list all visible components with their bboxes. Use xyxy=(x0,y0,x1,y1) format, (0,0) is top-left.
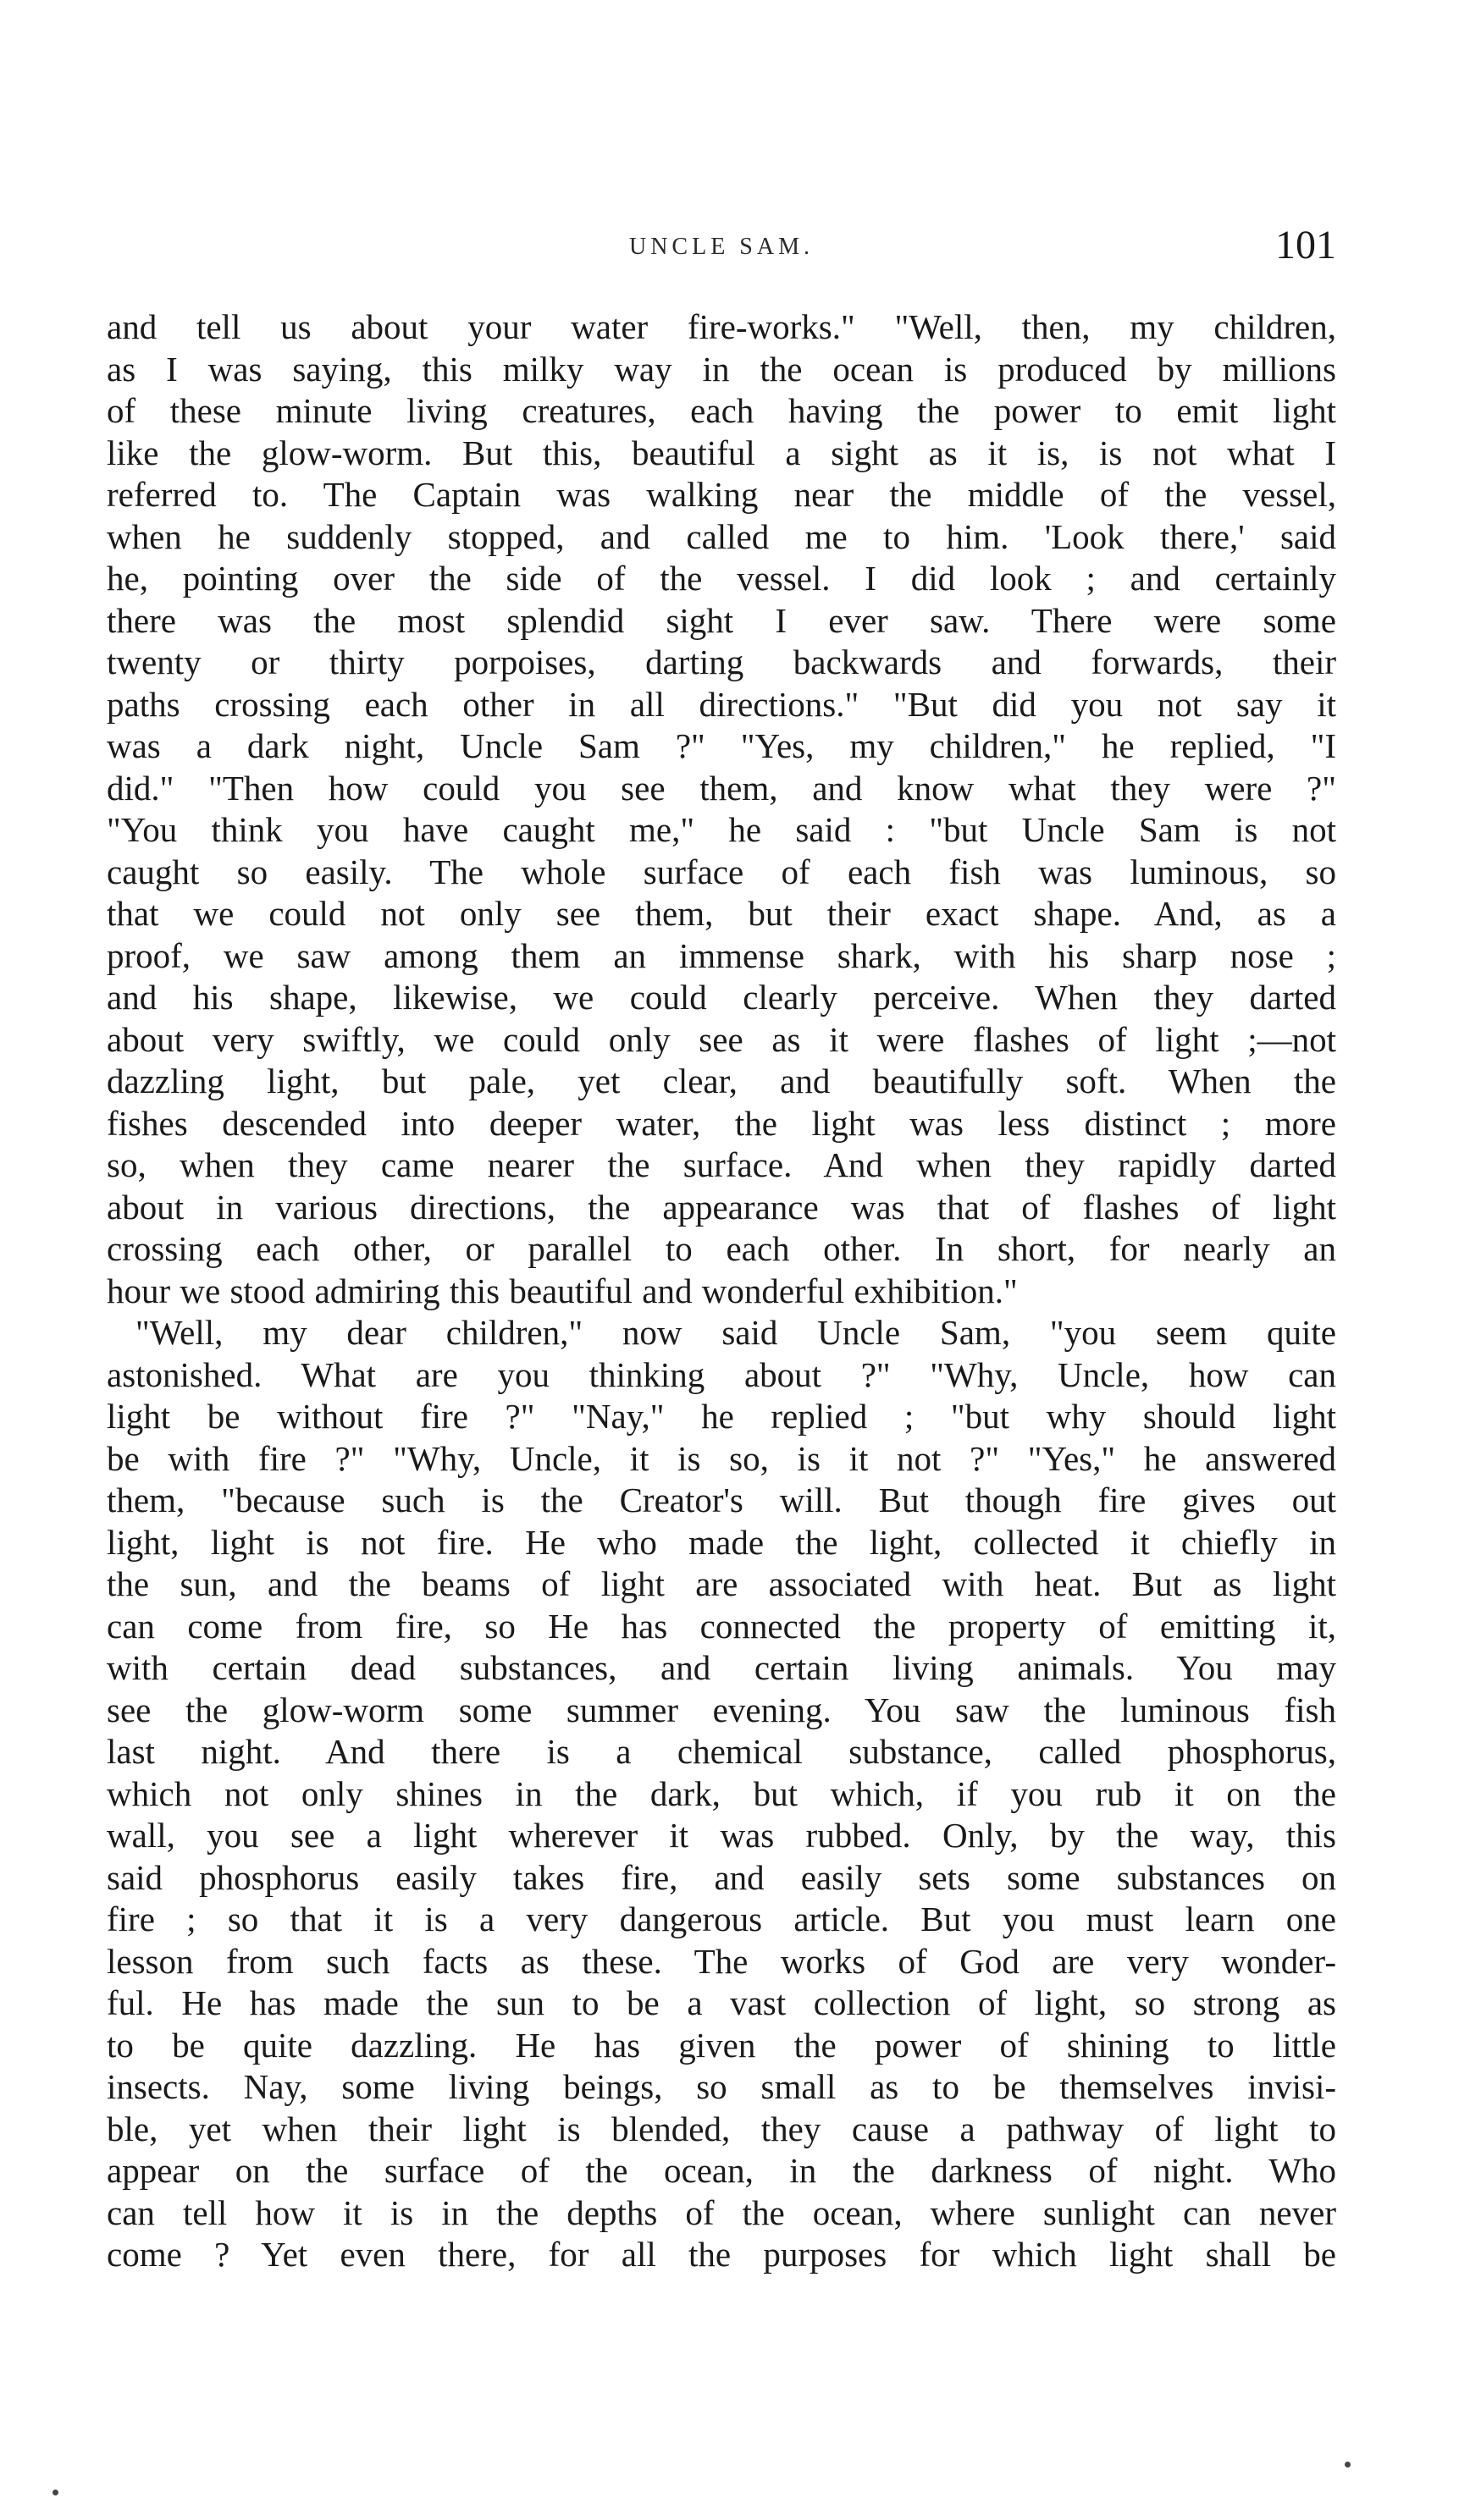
text-line: he, pointing over the side of the vessel. I did look ; and certainly xyxy=(107,559,1336,598)
text-line: "You think you have caught me," he said : "but Uncle Sam is not xyxy=(107,810,1336,849)
text-line: see the glow-worm some summer evening. You saw the luminous fish xyxy=(107,1690,1336,1729)
text-line: said phosphorus easily takes fire, and easily sets some substances on xyxy=(107,1857,1336,1897)
text-line: paths crossing each other in all directions." "But did you not say it xyxy=(107,684,1336,724)
text-line: wall, you see a light wherever it was rubbed. Only, by the way, this xyxy=(107,1816,1336,1855)
body-text xyxy=(107,306,1336,2276)
text-line: can tell how it is in the depths of the ocean, where sunlight can never xyxy=(107,2192,1336,2232)
paragraph-start-line: "Well, my dear children," now said Uncle Sam, "you seem quite xyxy=(135,1313,1336,1352)
text-line: fishes descended into deeper water, the light was less distinct ; more xyxy=(107,1103,1336,1143)
text-line: with certain dead substances, and certain living animals. You may xyxy=(107,1648,1336,1687)
running-head xyxy=(107,222,1336,273)
text-line: to be quite dazzling. He has given the power of shining to little xyxy=(107,2025,1336,2065)
text-line: fire ; so that it is a very dangerous article. But you must learn one xyxy=(107,1900,1336,1938)
text-line: did." "Then how could you see them, and know what they were ?" xyxy=(107,768,1336,808)
text-line: crossing each other, or parallel to each other. In short, for nearly an xyxy=(107,1229,1336,1268)
text-line: dazzling light, but pale, yet clear, and beautifully soft. When the xyxy=(107,1061,1336,1100)
text-line: so, when they came nearer the surface. And when they rapidly darted xyxy=(107,1145,1336,1184)
text-line: lesson from such facts as these. The works of God are very wonder- xyxy=(107,1941,1336,1981)
text-line: ble, yet when their light is blended, they cause a pathway of light to xyxy=(107,2109,1336,2148)
scan-speck xyxy=(1345,2462,1351,2468)
text-line: astonished. What are you thinking about ?" "Why, Uncle, how can xyxy=(107,1354,1336,1394)
text-line: about in various directions, the appearance was that of flashes of light xyxy=(107,1187,1336,1227)
text-line: of these minute living creatures, each having the power to emit light xyxy=(107,391,1336,430)
scan-speck xyxy=(52,2490,58,2495)
text-line: proof, we saw among them an immense shark, with his sharp nose ; xyxy=(107,935,1336,975)
text-line: that we could not only see them, but their exact shape. And, as a xyxy=(107,894,1336,933)
text-line: last night. And there is a chemical substance, called phosphorus, xyxy=(107,1732,1336,1771)
running-title: UNCLE SAM. xyxy=(628,234,814,260)
text-line: caught so easily. The whole surface of each fish was luminous, so xyxy=(107,852,1336,891)
text-line: when he suddenly stopped, and called me to him. 'Look there,' said xyxy=(107,516,1336,556)
text-line: appear on the surface of the ocean, in the darkness of night. Who xyxy=(107,2151,1336,2190)
text-line: light be without fire ?" "Nay," he replied ; "but why should light xyxy=(107,1397,1336,1436)
text-line: about very swiftly, we could only see as it were flashes of light ;—not xyxy=(107,1019,1336,1059)
text-line: be with fire ?" "Why, Uncle, it is so, is it not ?" "Yes," he answered xyxy=(107,1438,1336,1478)
text-line: there was the most splendid sight I ever saw. There were some xyxy=(107,600,1336,640)
text-line: can come from fire, so He has connected the property of emitting it, xyxy=(107,1606,1336,1646)
text-line: like the glow-worm. But this, beautiful a sight as it is, is not what I xyxy=(107,433,1336,472)
paragraph-end-line: hour we stood admiring this beautiful and wonderful exhibition." xyxy=(107,1271,1018,1310)
text-line: as I was saying, this milky way in the ocean is produced by millions xyxy=(107,349,1336,389)
page-number: 101 xyxy=(1275,223,1336,267)
text-line: which not only shines in the dark, but which, if you rub it on the xyxy=(107,1773,1336,1813)
text-line: and tell us about your water fire-works." "Well, then, my children, xyxy=(107,307,1336,346)
text-line: light, light is not fire. He who made the light, collected it chiefly in xyxy=(107,1522,1336,1562)
text-line: referred to. The Captain was walking near the middle of the vessel, xyxy=(107,475,1336,514)
text-line: was a dark night, Uncle Sam ?" "Yes, my children," he replied, "I xyxy=(107,726,1336,765)
text-line: the sun, and the beams of light are associated with heat. But as light xyxy=(107,1564,1336,1603)
text-line: twenty or thirty porpoises, darting backwards and forwards, their xyxy=(107,642,1336,681)
text-line: come ? Yet even there, for all the purposes for which light shall be xyxy=(107,2235,1336,2274)
text-line: ful. He has made the sun to be a vast collection of light, so strong as xyxy=(107,1983,1336,2022)
text-line: them, "because such is the Creator's will. But though fire gives out xyxy=(107,1481,1336,1519)
text-line: and his shape, likewise, we could clearly perceive. When they darted xyxy=(107,978,1336,1017)
text-line: insects. Nay, some living beings, so small as to be themselves invisi- xyxy=(107,2067,1336,2106)
